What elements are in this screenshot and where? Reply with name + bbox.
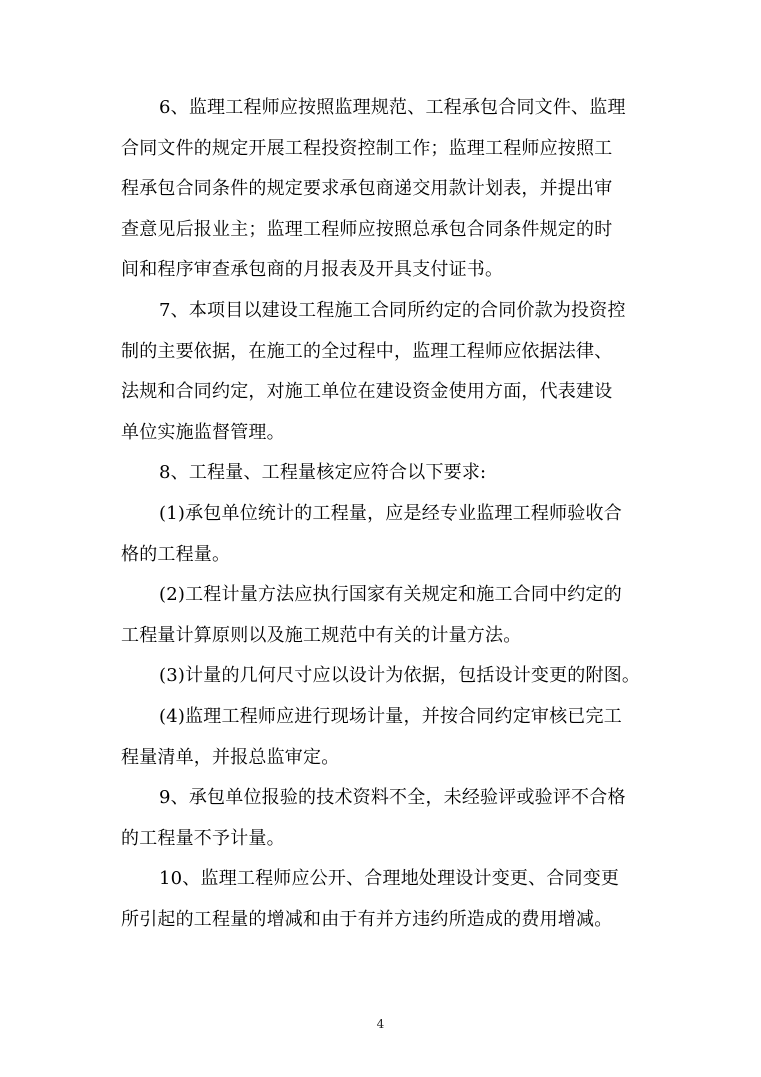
paragraph-10: 10、监理工程师应公开、合理地处理设计变更、合同变更 所引起的工程量的增减和由于有并方违约所造成的费用增减。 bbox=[121, 868, 620, 930]
paragraph-9: 9、承包单位报验的技术资料不全，未经验评或验评不合格 的工程量不予计量。 bbox=[121, 787, 626, 849]
body-text bbox=[121, 88, 645, 940]
paragraph-8-item-2: (2)工程计量方法应执行国家有关规定和施工合同中约定的 工程量计算原则以及施工规范中有关的计量方法。 bbox=[121, 584, 622, 646]
paragraph-6: 6、监理工程师应按照监理规范、工程承包合同文件、监理 合同文件的规定开展工程投资控制工作；监理工程师应按照工 程承包合同条件的规定要求承包商递交用款计划表，并提出审 查意见后报业主；监理工程师应按照总承包合同条件规定的时 间和程序审查承包商的月报表及开具支付证书。 bbox=[121, 97, 626, 281]
paragraph-8-item-1: (1)承包单位统计的工程量，应是经专业监理工程师验收合 格的工程量。 bbox=[121, 502, 622, 565]
paragraph-8-item-3: (3)计量的几何尺寸应以设计为依据，包括设计变更的附图。 bbox=[159, 665, 641, 687]
paragraph-7: 7、本项目以建设工程施工合同所约定的合同价款为投资控 制的主要依据，在施工的全过程中，监理工程师应依据法律、 法规和合同约定，对施工单位在建设资金使用方面，代表建设 单位实施监督管理。 bbox=[121, 299, 626, 443]
paragraph-8-item-4: (4)监理工程师应进行现场计量，并按合同约定审核已完工 程量清单，并报总监审定。 bbox=[121, 705, 622, 768]
paragraph-8: 8、工程量、工程量核定应符合以下要求: bbox=[159, 462, 487, 484]
page-number: 4 bbox=[376, 1017, 385, 1031]
